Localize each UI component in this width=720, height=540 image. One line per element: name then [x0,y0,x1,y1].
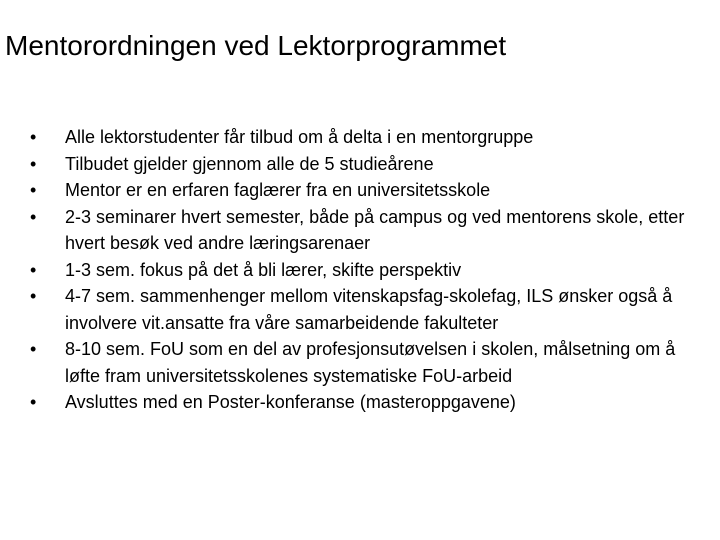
list-item [30,257,695,284]
bullet-marker: • [30,339,37,359]
bullet-marker: • [30,153,37,174]
bullet-text: Alle lektorstudenter får tilbud om å delta i en mentorgruppe [65,127,534,147]
bullet-marker: • [30,206,37,227]
bullet-marker: • [30,127,37,147]
bullet-text: 1-3 sem. fokus på det å bli lærer, skifte perspektiv [65,259,462,280]
list-item [30,204,695,257]
list-item [30,124,695,151]
bullet-marker: • [30,286,37,306]
bullet-marker: • [30,180,37,200]
list-item [30,389,695,416]
list-item [30,336,695,389]
bullet-text: Tilbudet gjelder gjennom alle de 5 studieårene [65,153,434,174]
list-item [30,283,695,336]
bullet-list [30,124,695,416]
bullet-text: Avsluttes med en Poster-konferanse (masteroppgavene) [65,392,516,412]
list-item [30,177,695,204]
bullet-text: 8-10 sem. FoU som en del av profesjonsutøvelsen i skolen, målsetning om å løfte fram universitetsskolenes systematiske FoU-arbeid [65,339,676,386]
slide-title: Mentorordningen ved Lektorprogrammet [5,30,507,61]
bullet-marker: • [30,259,37,280]
list-item [30,151,695,178]
bullet-marker: • [30,392,37,412]
bullet-text: 2-3 seminarer hvert semester, både på campus og ved mentorens skole, etter hvert besøk ved andre læringsarenaer [65,206,685,253]
bullet-text: 4-7 sem. sammenhenger mellom vitenskapsfag-skolefag, ILS ønsker også å involvere vit.ansatte fra våre samarbeidende fakulteter [65,286,673,333]
bullet-text: Mentor er en erfaren faglærer fra en universitetsskole [65,180,491,200]
